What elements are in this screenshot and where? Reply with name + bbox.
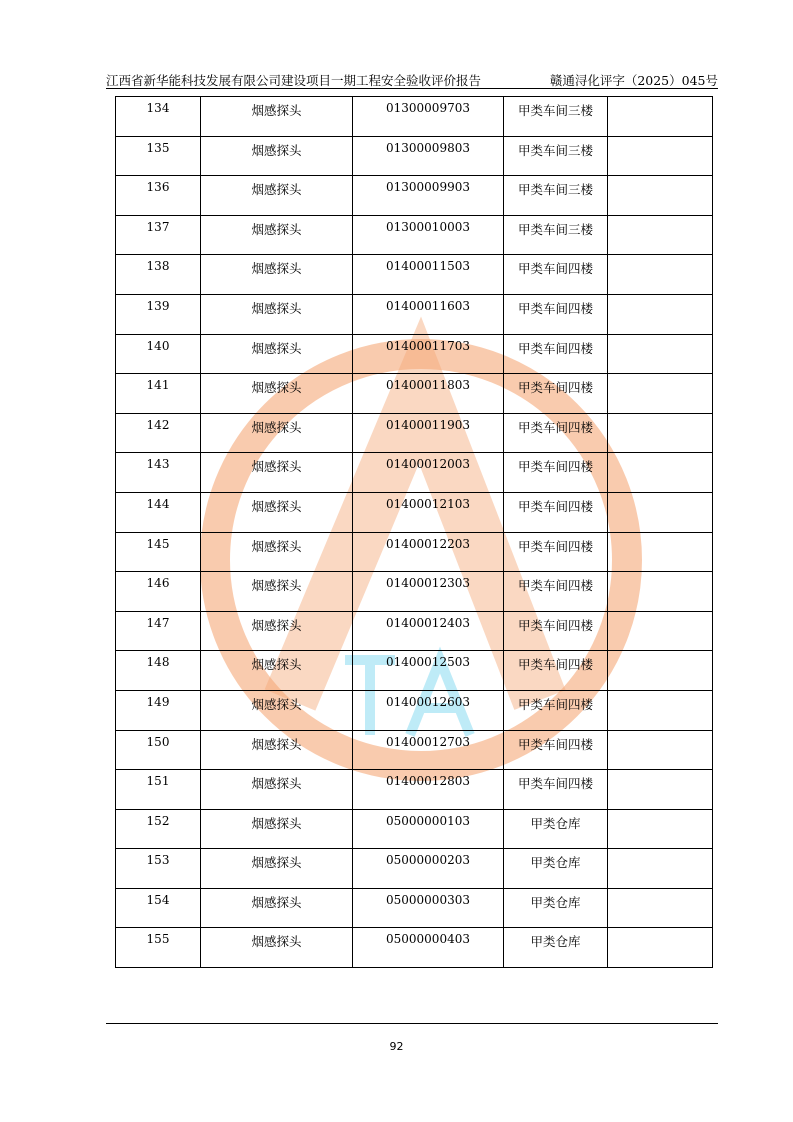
row-number: 139: [116, 294, 201, 334]
table-row: [116, 849, 713, 889]
device-name: 烟感探头: [201, 97, 353, 137]
table-row: [116, 928, 713, 968]
device-location: 甲类车间四楼: [504, 770, 608, 810]
device-location: 甲类车间三楼: [504, 136, 608, 176]
remark: [608, 294, 713, 334]
device-code: 01300009903: [353, 176, 504, 216]
device-name: 烟感探头: [201, 928, 353, 968]
device-code: 01400012303: [353, 572, 504, 612]
table-row: [116, 97, 713, 137]
device-location: 甲类车间三楼: [504, 215, 608, 255]
device-location: 甲类车间四楼: [504, 294, 608, 334]
remark: [608, 176, 713, 216]
device-code: 05000000203: [353, 849, 504, 889]
device-location: 甲类车间四楼: [504, 255, 608, 295]
device-location: 甲类仓库: [504, 849, 608, 889]
device-code: 01400011903: [353, 413, 504, 453]
device-location: 甲类车间四楼: [504, 532, 608, 572]
table-row: [116, 492, 713, 532]
device-name: 烟感探头: [201, 374, 353, 414]
device-location: 甲类车间四楼: [504, 334, 608, 374]
table-row: [116, 730, 713, 770]
device-code: 01300009703: [353, 97, 504, 137]
table-row: [116, 294, 713, 334]
document-number: 赣通浔化评字（2025）045号: [549, 73, 718, 88]
remark: [608, 334, 713, 374]
table-row: [116, 532, 713, 572]
device-name: 烟感探头: [201, 572, 353, 612]
row-number: 141: [116, 374, 201, 414]
device-location: 甲类车间四楼: [504, 690, 608, 730]
device-location: 甲类车间四楼: [504, 572, 608, 612]
row-number: 140: [116, 334, 201, 374]
device-name: 烟感探头: [201, 176, 353, 216]
remark: [608, 809, 713, 849]
remark: [608, 690, 713, 730]
page-header: [106, 70, 718, 89]
device-location: 甲类车间四楼: [504, 730, 608, 770]
device-name: 烟感探头: [201, 532, 353, 572]
table-row: [116, 413, 713, 453]
remark: [608, 572, 713, 612]
device-name: 烟感探头: [201, 294, 353, 334]
remark: [608, 651, 713, 691]
table-row: [116, 572, 713, 612]
report-title: 江西省新华能科技发展有限公司建设项目一期工程安全验收评价报告: [106, 73, 482, 88]
row-number: 147: [116, 611, 201, 651]
table-row: [116, 690, 713, 730]
device-code: 01400012203: [353, 532, 504, 572]
equipment-table: [115, 96, 713, 968]
device-name: 烟感探头: [201, 453, 353, 493]
device-name: 烟感探头: [201, 651, 353, 691]
row-number: 146: [116, 572, 201, 612]
table-row: [116, 809, 713, 849]
device-name: 烟感探头: [201, 255, 353, 295]
remark: [608, 532, 713, 572]
device-code: 01400011503: [353, 255, 504, 295]
device-name: 烟感探头: [201, 611, 353, 651]
footer-divider: [106, 1023, 718, 1024]
device-code: 05000000103: [353, 809, 504, 849]
device-code: 01400012003: [353, 453, 504, 493]
table-row: [116, 651, 713, 691]
device-code: 01400012703: [353, 730, 504, 770]
row-number: 145: [116, 532, 201, 572]
remark: [608, 770, 713, 810]
device-name: 烟感探头: [201, 770, 353, 810]
device-location: 甲类车间四楼: [504, 413, 608, 453]
remark: [608, 928, 713, 968]
table-row: [116, 374, 713, 414]
remark: [608, 255, 713, 295]
device-code: 01300009803: [353, 136, 504, 176]
device-location: 甲类仓库: [504, 888, 608, 928]
row-number: 142: [116, 413, 201, 453]
device-name: 烟感探头: [201, 413, 353, 453]
remark: [608, 888, 713, 928]
device-code: 05000000403: [353, 928, 504, 968]
table-row: [116, 176, 713, 216]
device-name: 烟感探头: [201, 334, 353, 374]
device-name: 烟感探头: [201, 849, 353, 889]
device-location: 甲类车间三楼: [504, 176, 608, 216]
table-row: [116, 136, 713, 176]
device-location: 甲类仓库: [504, 809, 608, 849]
device-code: 01300010003: [353, 215, 504, 255]
device-code: 01400012103: [353, 492, 504, 532]
device-code: 01400012603: [353, 690, 504, 730]
remark: [608, 215, 713, 255]
remark: [608, 611, 713, 651]
device-code: 01400012403: [353, 611, 504, 651]
row-number: 135: [116, 136, 201, 176]
table-row: [116, 770, 713, 810]
remark: [608, 136, 713, 176]
remark: [608, 413, 713, 453]
row-number: 136: [116, 176, 201, 216]
device-name: 烟感探头: [201, 492, 353, 532]
row-number: 137: [116, 215, 201, 255]
table-row: [116, 334, 713, 374]
device-location: 甲类车间四楼: [504, 492, 608, 532]
row-number: 150: [116, 730, 201, 770]
table-row: [116, 255, 713, 295]
device-code: 05000000303: [353, 888, 504, 928]
row-number: 154: [116, 888, 201, 928]
remark: [608, 97, 713, 137]
device-location: 甲类车间四楼: [504, 374, 608, 414]
remark: [608, 730, 713, 770]
remark: [608, 374, 713, 414]
device-code: 01400012803: [353, 770, 504, 810]
device-location: 甲类车间四楼: [504, 651, 608, 691]
row-number: 153: [116, 849, 201, 889]
device-name: 烟感探头: [201, 809, 353, 849]
device-name: 烟感探头: [201, 888, 353, 928]
row-number: 138: [116, 255, 201, 295]
table-row: [116, 611, 713, 651]
table-row: [116, 215, 713, 255]
row-number: 151: [116, 770, 201, 810]
page-number: 92: [389, 1040, 404, 1053]
remark: [608, 849, 713, 889]
row-number: 143: [116, 453, 201, 493]
table-row: [116, 453, 713, 493]
row-number: 149: [116, 690, 201, 730]
device-location: 甲类车间三楼: [504, 97, 608, 137]
row-number: 152: [116, 809, 201, 849]
device-code: 01400011803: [353, 374, 504, 414]
device-name: 烟感探头: [201, 215, 353, 255]
row-number: 134: [116, 97, 201, 137]
device-code: 01400012503: [353, 651, 504, 691]
device-code: 01400011703: [353, 334, 504, 374]
table-row: [116, 888, 713, 928]
device-name: 烟感探头: [201, 730, 353, 770]
device-code: 01400011603: [353, 294, 504, 334]
row-number: 155: [116, 928, 201, 968]
device-name: 烟感探头: [201, 690, 353, 730]
device-name: 烟感探头: [201, 136, 353, 176]
row-number: 148: [116, 651, 201, 691]
device-location: 甲类车间四楼: [504, 611, 608, 651]
device-location: 甲类车间四楼: [504, 453, 608, 493]
remark: [608, 492, 713, 532]
row-number: 144: [116, 492, 201, 532]
remark: [608, 453, 713, 493]
device-location: 甲类仓库: [504, 928, 608, 968]
